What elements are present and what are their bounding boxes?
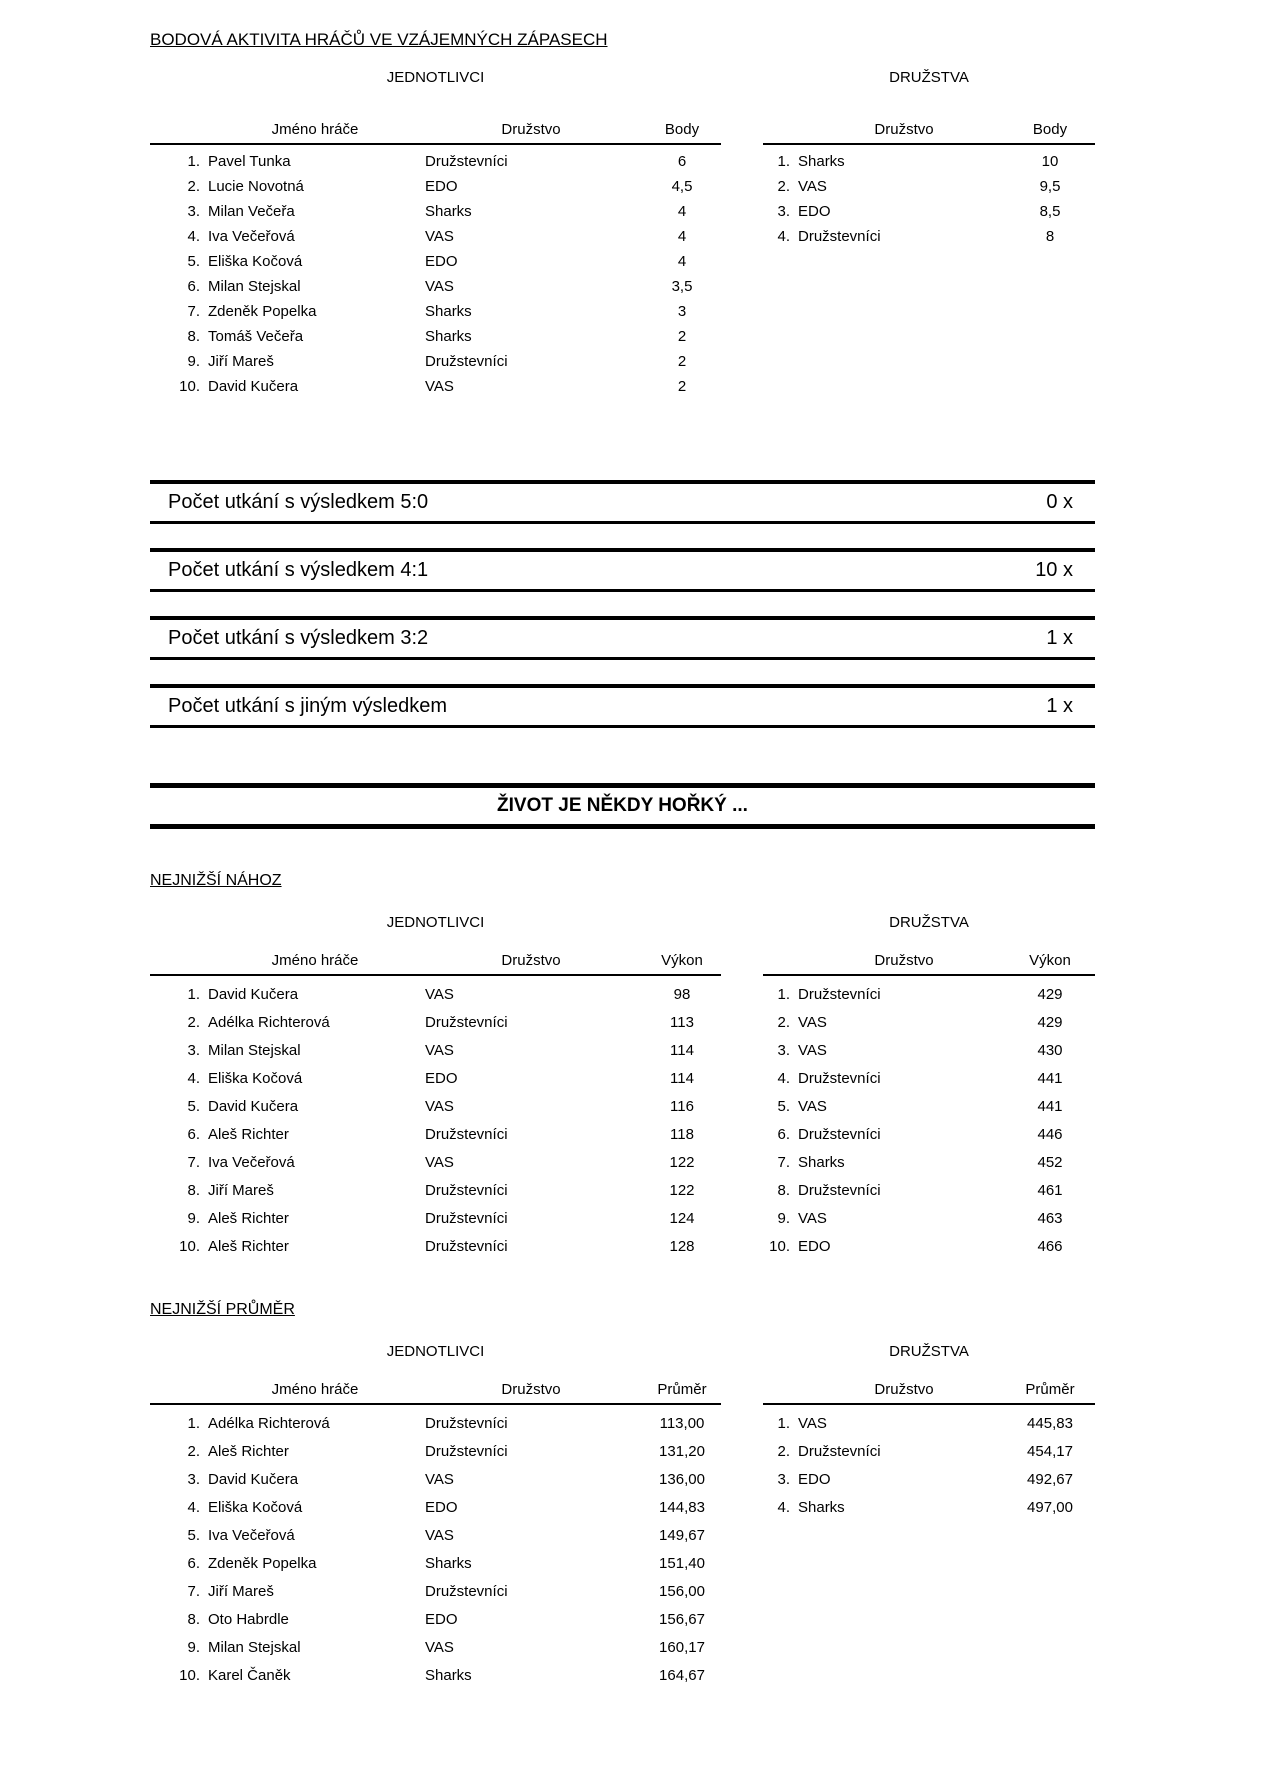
lowest-average-individuals-table	[150, 1342, 721, 1689]
average-value: 151,40	[659, 1554, 705, 1572]
row-rank: 6.	[777, 1125, 790, 1143]
row-rank: 1.	[187, 1414, 200, 1432]
match-count-box	[150, 480, 1095, 524]
table-row	[763, 149, 1095, 174]
table-rows	[763, 976, 1095, 1260]
team-name: Sharks	[425, 203, 472, 220]
score-value: 452	[1037, 1153, 1063, 1171]
match-count-label: Počet utkání s výsledkem 4:1	[168, 559, 429, 581]
lowest-throw-teams-table	[763, 913, 1095, 1260]
points-value: 3,5	[671, 278, 693, 295]
match-count-label: Počet utkání s výsledkem 5:0	[168, 491, 429, 513]
score-value: 113	[670, 1013, 694, 1031]
team-name: VAS	[798, 1414, 827, 1432]
player-name: Iva Večeřová	[208, 1526, 295, 1544]
points-value: 6	[677, 153, 687, 170]
team-name: VAS	[425, 1041, 454, 1059]
table-row	[763, 1120, 1095, 1148]
player-name: Iva Večeřová	[208, 228, 295, 245]
player-name: Jiří Mareš	[208, 1181, 274, 1199]
row-rank: 4.	[777, 228, 790, 245]
team-name: EDO	[798, 203, 831, 220]
player-name: David Kučera	[208, 378, 299, 395]
team-name: Sharks	[798, 153, 845, 170]
team-name: VAS	[425, 278, 454, 295]
table-rows	[763, 1405, 1095, 1521]
team-name: Sharks	[425, 303, 472, 320]
team-name: Sharks	[425, 1666, 472, 1684]
column-gap	[721, 68, 763, 399]
team-name: Družstevníci	[425, 353, 508, 370]
score-value: 122	[669, 1153, 695, 1171]
player-name: Oto Habrdle	[208, 1610, 289, 1628]
score-value: 461	[1037, 1181, 1063, 1199]
table-row	[150, 1204, 721, 1232]
table-row	[150, 1148, 721, 1176]
row-rank: 3.	[777, 1470, 790, 1488]
team-name: Družstevníci	[798, 1125, 881, 1143]
player-name: Adélka Richterová	[208, 1414, 330, 1432]
score-value: 446	[1037, 1125, 1063, 1143]
player-name: Eliška Kočová	[208, 1069, 303, 1087]
team-name: Sharks	[798, 1153, 845, 1171]
match-count-label: Počet utkání s výsledkem 3:2	[168, 627, 429, 649]
row-rank: 10.	[769, 1237, 790, 1255]
row-rank: 5.	[777, 1097, 790, 1115]
table-row	[763, 224, 1095, 249]
player-name: Lucie Novotná	[208, 178, 304, 195]
score-value: 114	[670, 1069, 694, 1087]
table-row	[150, 1493, 721, 1521]
average-value: 160,17	[659, 1638, 705, 1656]
points-teams-table	[763, 68, 1095, 399]
row-rank: 4.	[777, 1069, 790, 1087]
individuals-heading: JEDNOTLIVCI	[386, 69, 485, 86]
player-name: Adélka Richterová	[208, 1013, 330, 1031]
points-value: 10	[1041, 153, 1059, 170]
row-rank: 5.	[187, 1097, 200, 1115]
team-name: VAS	[798, 1013, 827, 1031]
points-value: 4,5	[671, 178, 693, 195]
table-row	[150, 349, 721, 374]
table-row	[763, 1465, 1095, 1493]
score-value: 122	[669, 1181, 695, 1199]
row-rank: 1.	[187, 985, 200, 1003]
row-rank: 3.	[187, 203, 200, 220]
column-gap	[721, 913, 763, 1260]
individuals-heading: JEDNOTLIVCI	[386, 1343, 485, 1360]
row-rank: 3.	[187, 1041, 200, 1059]
row-rank: 4.	[187, 1498, 200, 1516]
lowest-average-teams-table	[763, 1342, 1095, 1689]
table-row	[763, 1232, 1095, 1260]
col-player-name: Jméno hráče	[271, 1381, 359, 1398]
row-rank: 1.	[187, 153, 200, 170]
col-team: Družstvo	[874, 121, 934, 138]
lowest-throw-section	[150, 913, 1095, 1260]
match-count-box	[150, 684, 1095, 728]
row-rank: 6.	[187, 1125, 200, 1143]
team-name: EDO	[798, 1237, 831, 1255]
row-rank: 4.	[777, 1498, 790, 1516]
team-name: VAS	[798, 1041, 827, 1059]
row-rank: 2.	[187, 1442, 200, 1460]
points-activity-section	[150, 68, 1095, 399]
player-name: Milan Stejskal	[208, 1638, 301, 1656]
table-row	[150, 1577, 721, 1605]
row-rank: 7.	[187, 303, 200, 320]
player-name: Iva Večeřová	[208, 1153, 295, 1171]
player-name: David Kučera	[208, 1097, 299, 1115]
row-rank: 9.	[777, 1209, 790, 1227]
table-row	[150, 1176, 721, 1204]
table-row	[150, 1092, 721, 1120]
table-header	[150, 120, 721, 145]
col-points: Body	[1032, 121, 1068, 138]
points-value: 4	[677, 203, 687, 220]
row-rank: 2.	[777, 1442, 790, 1460]
player-name: Aleš Richter	[208, 1125, 289, 1143]
player-name: Karel Čaněk	[208, 1666, 291, 1684]
row-rank: 8.	[777, 1181, 790, 1199]
points-value: 4	[677, 253, 687, 270]
player-name: Aleš Richter	[208, 1237, 289, 1255]
player-name: Jiří Mareš	[208, 1582, 274, 1600]
team-name: VAS	[425, 985, 454, 1003]
col-points: Body	[664, 121, 700, 138]
col-team: Družstvo	[501, 952, 561, 969]
row-rank: 8.	[187, 1181, 200, 1199]
score-value: 98	[673, 985, 691, 1003]
average-value: 156,00	[659, 1582, 705, 1600]
team-name: EDO	[425, 1610, 458, 1628]
col-average: Průměr	[1025, 1381, 1075, 1398]
row-rank: 6.	[187, 1554, 200, 1572]
row-rank: 1.	[777, 1414, 790, 1432]
average-value: 492,67	[1027, 1470, 1073, 1488]
team-name: VAS	[425, 378, 454, 395]
points-value: 2	[677, 378, 687, 395]
points-value: 8	[1045, 228, 1055, 245]
table-row	[150, 1661, 721, 1689]
table-row	[150, 199, 721, 224]
lowest-average-section	[150, 1342, 1095, 1689]
team-name: Družstevníci	[425, 1209, 508, 1227]
table-row	[150, 224, 721, 249]
match-count-value: 10 x	[1035, 559, 1073, 581]
team-name: Družstevníci	[798, 228, 881, 245]
table-row	[150, 1409, 721, 1437]
table-rows	[150, 1405, 721, 1689]
page-title: BODOVÁ AKTIVITA HRÁČŮ VE VZÁJEMNÝCH ZÁPASECH	[150, 30, 608, 49]
player-name: Milan Večeřa	[208, 203, 295, 220]
team-name: VAS	[425, 1153, 454, 1171]
table-row	[150, 374, 721, 399]
average-value: 164,67	[659, 1666, 705, 1684]
score-value: 429	[1037, 1013, 1063, 1031]
table-row	[150, 1549, 721, 1577]
row-rank: 10.	[179, 378, 200, 395]
table-row	[763, 1036, 1095, 1064]
table-row	[150, 1605, 721, 1633]
team-name: VAS	[425, 1470, 454, 1488]
team-name: Sharks	[425, 328, 472, 345]
row-rank: 10.	[179, 1666, 200, 1684]
match-count-label: Počet utkání s jiným výsledkem	[168, 695, 447, 717]
player-name: David Kučera	[208, 985, 299, 1003]
points-individuals-table	[150, 68, 721, 399]
team-name: Družstevníci	[425, 1442, 508, 1460]
table-row	[150, 1008, 721, 1036]
score-value: 116	[670, 1097, 694, 1115]
col-team: Družstvo	[874, 1381, 934, 1398]
average-value: 113,00	[659, 1414, 705, 1432]
section-banner: ŽIVOT JE NĚKDY HOŘKÝ ...	[150, 783, 1095, 829]
player-name: Milan Stejskal	[208, 1041, 301, 1059]
teams-heading: DRUŽSTVA	[889, 69, 969, 86]
score-value: 118	[670, 1125, 694, 1143]
lowest-throw-heading: NEJNIŽŠÍ NÁHOZ	[150, 872, 282, 889]
row-rank: 5.	[187, 253, 200, 270]
table-row	[763, 174, 1095, 199]
row-rank: 2.	[777, 1013, 790, 1031]
average-value: 497,00	[1027, 1498, 1073, 1516]
points-value: 3	[677, 303, 687, 320]
row-rank: 3.	[777, 1041, 790, 1059]
col-score: Výkon	[661, 952, 703, 969]
table-header	[150, 1380, 721, 1405]
player-name: Jiří Mareš	[208, 353, 274, 370]
average-value: 149,67	[659, 1526, 705, 1544]
table-rows	[150, 976, 721, 1260]
team-name: VAS	[425, 1526, 454, 1544]
match-count-value: 0 x	[1046, 491, 1073, 513]
player-name: Tomáš Večeřa	[208, 328, 304, 345]
row-rank: 7.	[777, 1153, 790, 1171]
score-value: 466	[1037, 1237, 1063, 1255]
table-row	[763, 199, 1095, 224]
table-row	[763, 1493, 1095, 1521]
team-name: Družstevníci	[425, 1013, 508, 1031]
match-count-value: 1 x	[1046, 627, 1073, 649]
table-header	[150, 951, 721, 976]
row-rank: 4.	[187, 1069, 200, 1087]
col-player-name: Jméno hráče	[271, 952, 359, 969]
team-name: Družstevníci	[425, 1414, 508, 1432]
team-name: Družstevníci	[425, 1181, 508, 1199]
col-average: Průměr	[657, 1381, 707, 1398]
table-row	[150, 1521, 721, 1549]
team-name: Družstevníci	[798, 985, 881, 1003]
table-row	[763, 1092, 1095, 1120]
table-row	[763, 980, 1095, 1008]
team-name: Družstevníci	[798, 1069, 881, 1087]
player-name: Aleš Richter	[208, 1442, 289, 1460]
table-row	[150, 299, 721, 324]
points-value: 2	[677, 353, 687, 370]
team-name: EDO	[425, 1069, 458, 1087]
table-row	[150, 1120, 721, 1148]
team-name: Družstevníci	[425, 1125, 508, 1143]
team-name: Sharks	[425, 1554, 472, 1572]
row-rank: 9.	[187, 1209, 200, 1227]
table-row	[763, 1176, 1095, 1204]
table-header	[763, 120, 1095, 145]
team-name: Družstevníci	[425, 1582, 508, 1600]
table-rows	[150, 145, 721, 399]
table-row	[150, 1064, 721, 1092]
table-row	[150, 324, 721, 349]
lowest-throw-individuals-table	[150, 913, 721, 1260]
table-header	[763, 1380, 1095, 1405]
individuals-heading: JEDNOTLIVCI	[386, 914, 485, 931]
table-row	[150, 174, 721, 199]
table-row	[763, 1437, 1095, 1465]
team-name: EDO	[798, 1470, 831, 1488]
team-name: VAS	[425, 1638, 454, 1656]
match-count-box	[150, 548, 1095, 592]
points-value: 4	[677, 228, 687, 245]
score-value: 124	[669, 1209, 695, 1227]
row-rank: 7.	[187, 1153, 200, 1171]
team-name: Družstevníci	[798, 1181, 881, 1199]
row-rank: 9.	[187, 353, 200, 370]
table-row	[150, 1465, 721, 1493]
row-rank: 8.	[187, 1610, 200, 1628]
team-name: VAS	[798, 1097, 827, 1115]
table-row	[150, 1633, 721, 1661]
team-name: EDO	[425, 253, 458, 270]
table-rows	[763, 145, 1095, 249]
row-rank: 2.	[777, 178, 790, 195]
average-value: 136,00	[659, 1470, 705, 1488]
average-value: 445,83	[1027, 1414, 1073, 1432]
team-name: Družstevníci	[425, 153, 508, 170]
row-rank: 3.	[187, 1470, 200, 1488]
team-name: VAS	[425, 228, 454, 245]
team-name: VAS	[798, 1209, 827, 1227]
row-rank: 8.	[187, 328, 200, 345]
table-row	[150, 249, 721, 274]
average-value: 156,67	[659, 1610, 705, 1628]
match-count-boxes	[150, 480, 1095, 728]
player-name: Milan Stejskal	[208, 278, 301, 295]
row-rank: 9.	[187, 1638, 200, 1656]
score-value: 114	[670, 1041, 694, 1059]
team-name: VAS	[798, 178, 827, 195]
table-row	[763, 1409, 1095, 1437]
table-row	[150, 149, 721, 174]
col-team: Družstvo	[874, 952, 934, 969]
table-row	[150, 980, 721, 1008]
match-count-box	[150, 616, 1095, 660]
table-row	[150, 1437, 721, 1465]
col-team: Družstvo	[501, 1381, 561, 1398]
player-name: Eliška Kočová	[208, 1498, 303, 1516]
points-value: 8,5	[1039, 203, 1061, 220]
lowest-average-heading: NEJNIŽŠÍ PRŮMĚR	[150, 1301, 295, 1318]
player-name: Zdeněk Popelka	[208, 1554, 317, 1572]
average-value: 144,83	[659, 1498, 705, 1516]
table-row	[150, 1036, 721, 1064]
teams-heading: DRUŽSTVA	[889, 914, 969, 931]
player-name: Pavel Tunka	[208, 153, 291, 170]
row-rank: 1.	[777, 985, 790, 1003]
score-value: 128	[669, 1237, 695, 1255]
table-row	[150, 1232, 721, 1260]
col-score: Výkon	[1029, 952, 1071, 969]
table-row	[763, 1204, 1095, 1232]
team-name: Družstevníci	[425, 1237, 508, 1255]
column-gap	[721, 1342, 763, 1689]
row-rank: 10.	[179, 1237, 200, 1255]
table-row	[763, 1064, 1095, 1092]
team-name: Sharks	[798, 1498, 845, 1516]
row-rank: 4.	[187, 228, 200, 245]
row-rank: 6.	[187, 278, 200, 295]
score-value: 430	[1037, 1041, 1063, 1059]
team-name: EDO	[425, 178, 458, 195]
table-row	[763, 1008, 1095, 1036]
player-name: Aleš Richter	[208, 1209, 289, 1227]
average-value: 454,17	[1027, 1442, 1073, 1460]
score-value: 429	[1037, 985, 1063, 1003]
table-row	[763, 1148, 1095, 1176]
score-value: 441	[1037, 1097, 1063, 1115]
row-rank: 5.	[187, 1526, 200, 1544]
row-rank: 2.	[187, 1013, 200, 1031]
team-name: Družstevníci	[798, 1442, 881, 1460]
player-name: Zdeněk Popelka	[208, 303, 317, 320]
score-value: 463	[1037, 1209, 1063, 1227]
teams-heading: DRUŽSTVA	[889, 1343, 969, 1360]
row-rank: 1.	[777, 153, 790, 170]
player-name: David Kučera	[208, 1470, 299, 1488]
player-name: Eliška Kočová	[208, 253, 303, 270]
team-name: EDO	[425, 1498, 458, 1516]
points-value: 2	[677, 328, 687, 345]
score-value: 441	[1037, 1069, 1063, 1087]
table-header	[763, 951, 1095, 976]
row-rank: 3.	[777, 203, 790, 220]
team-name: VAS	[425, 1097, 454, 1115]
col-team: Družstvo	[501, 121, 561, 138]
col-player-name: Jméno hráče	[271, 121, 359, 138]
row-rank: 7.	[187, 1582, 200, 1600]
row-rank: 2.	[187, 178, 200, 195]
average-value: 131,20	[659, 1442, 705, 1460]
match-count-value: 1 x	[1046, 695, 1073, 717]
table-row	[150, 274, 721, 299]
points-value: 9,5	[1039, 178, 1061, 195]
